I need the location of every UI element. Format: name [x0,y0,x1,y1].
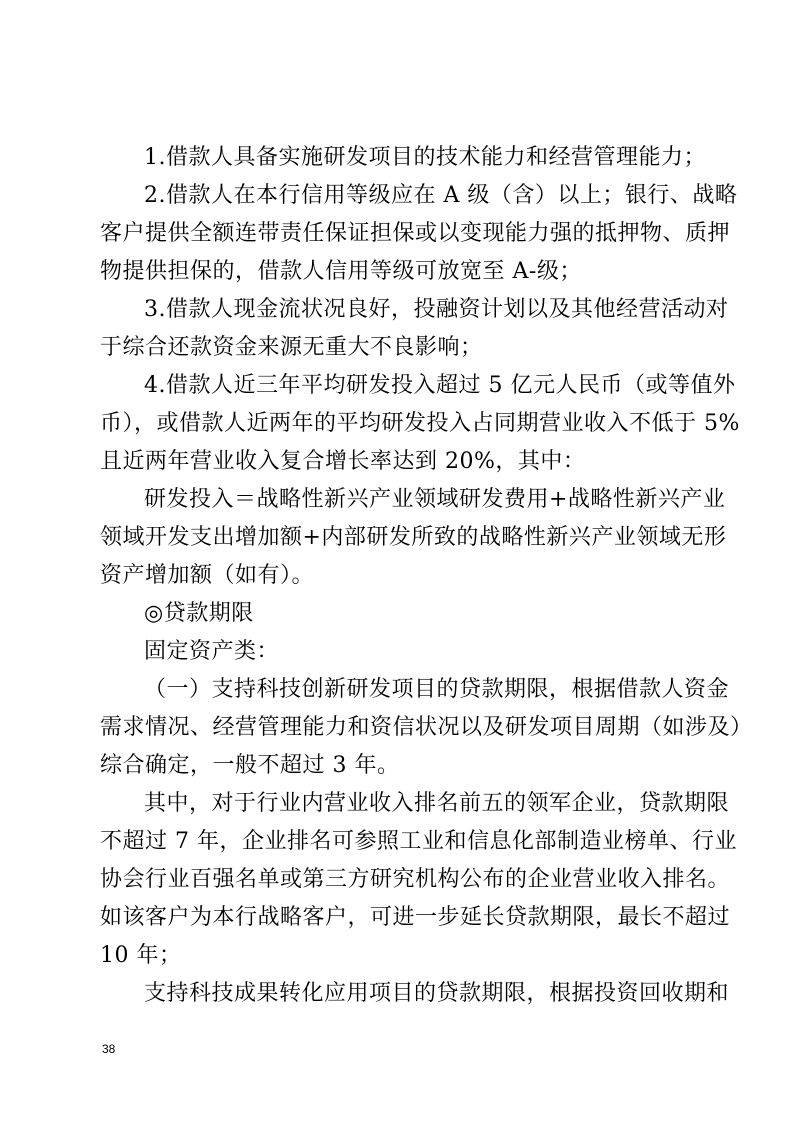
paragraph-line: 客户提供全额连带责任保证担保或以变现能力强的抵押物、质押 [100,221,731,246]
paragraph-line: 4.借款人近三年平均研发投入超过 5 亿元人民币（或等值外 [144,373,736,398]
paragraph-line: 资产增加额（如有）。 [100,563,315,588]
section-heading: ◎贷款期限 [144,601,254,626]
paragraph-line: 综合确定，一般不超过 3 年。 [100,753,400,778]
paragraph-line: 如该客户为本行战略客户，可进一步延长贷款期限，最长不超过 [100,905,731,930]
paragraph-line: 1.借款人具备实施研发项目的技术能力和经营管理能力； [144,145,706,170]
paragraph-line: （一）支持科技创新研发项目的贷款期限，根据借款人资金 [144,677,730,702]
paragraph-line: 研发投入＝战略性新兴产业领域研发费用+战略性新兴产业 [144,487,726,512]
paragraph-line: 10 年； [100,943,182,968]
paragraph-line: 于综合还款资金来源无重大不良影响； [100,335,483,360]
paragraph-line: 2.借款人在本行信用等级应在 A 级（含）以上；银行、战略 [144,183,738,208]
paragraph-line: 且近两年营业收入复合增长率达到 20%，其中： [100,449,586,474]
subsection-heading: 固定资产类： [144,639,280,664]
paragraph-line: 需求情况、经营管理能力和资信状况以及研发项目周期（如涉及） [100,715,753,740]
paragraph-line: 不超过 7 年，企业排名可参照工业和信息化部制造业榜单、行业 [100,829,737,854]
paragraph-line: 3.借款人现金流状况良好，投融资计划以及其他经营活动对 [144,297,729,322]
paragraph-line: 支持科技成果转化应用项目的贷款期限，根据投资回收期和 [144,981,730,1006]
paragraph-line: 币），或借款人近两年的平均研发投入占同期营业收入不低于 5% [100,411,740,436]
paragraph-line: 物提供担保的，借款人信用等级可放宽至 A-级； [100,259,582,284]
paragraph-line: 协会行业百强名单或第三方研究机构公布的企业营业收入排名。 [100,867,731,892]
page-number: 38 [102,1042,116,1056]
paragraph-line: 其中，对于行业内营业收入排名前五的领军企业，贷款期限 [144,791,730,816]
paragraph-line: 领域开发支出增加额+内部研发所致的战略性新兴产业领域无形 [100,525,727,550]
